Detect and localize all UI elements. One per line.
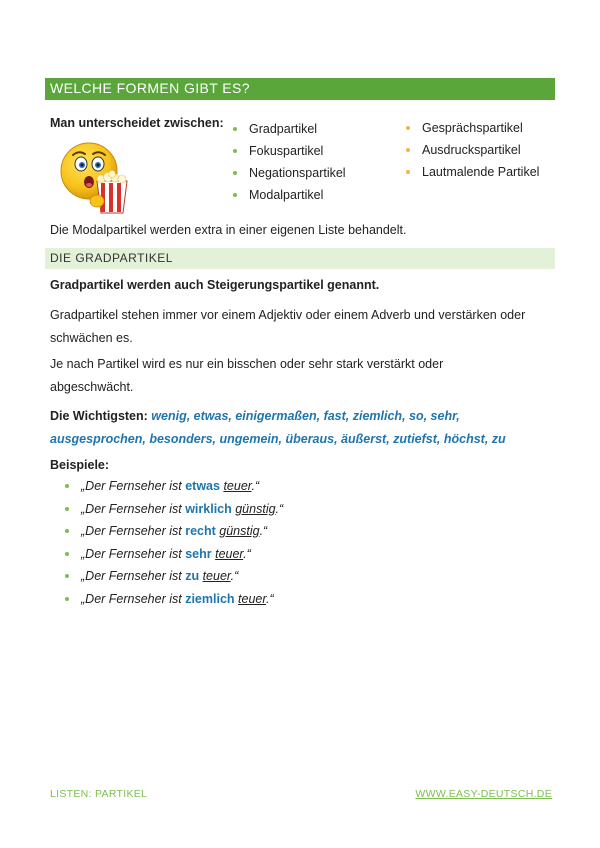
example-item: „Der Fernseher ist zu teuer.“ <box>62 568 283 591</box>
important-particles <box>50 405 555 451</box>
footer-website-link[interactable]: WWW.EASY-DEUTSCH.DE <box>415 788 552 800</box>
footer-list-name: LISTEN: PARTIKEL <box>50 788 148 800</box>
paragraph-2: Je nach Partikel wird es nur ein bisschen oder sehr stark verstärkt oder abgeschwächt. <box>50 357 444 394</box>
paragraph-1: Gradpartikel stehen immer vor einem Adjektiv oder einem Adverb und verstärken oder schwächen es. <box>50 308 526 345</box>
list-item: Modalpartikel <box>230 187 346 209</box>
subsection-header-bar <box>45 248 555 269</box>
example-item: „Der Fernseher ist sehr teuer.“ <box>62 546 283 569</box>
intro-note: Die Modalpartikel werden extra in einer eigenen Liste behandelt. <box>50 223 407 237</box>
lead-sentence: Gradpartikel werden auch Steigerungspartikel genannt. <box>50 278 380 292</box>
particle-types-list-1 <box>230 121 346 209</box>
list-item: Fokuspartikel <box>230 143 346 165</box>
list-item: Negationspartikel <box>230 165 346 187</box>
list-item: Lautmalende Partikel <box>403 164 539 186</box>
intro-label: Man unterscheidet zwischen: <box>50 116 224 130</box>
important-label: Die Wichtigsten: <box>50 409 148 423</box>
example-item: „Der Fernseher ist ziemlich teuer.“ <box>62 591 283 614</box>
section-header-title: WELCHE FORMEN GIBT ES? <box>50 80 250 96</box>
examples-list <box>62 478 283 613</box>
list-item: Gesprächspartikel <box>403 120 539 142</box>
important-list: wenig, etwas, einigermaßen, fast, ziemlich, so, sehr, ausgesprochen, besonders, ungemein, überaus, äußerst, zutiefst, höchst, zu <box>50 409 506 446</box>
popcorn-emoji-icon <box>57 137 137 217</box>
example-item: „Der Fernseher ist recht günstig.“ <box>62 523 283 546</box>
list-item: Ausdruckspartikel <box>403 142 539 164</box>
example-item: „Der Fernseher ist etwas teuer.“ <box>62 478 283 501</box>
examples-label: Beispiele: <box>50 458 110 472</box>
section-header-bar <box>45 78 555 100</box>
subsection-title: DIE GRADPARTIKEL <box>50 251 173 265</box>
list-item: Gradpartikel <box>230 121 346 143</box>
particle-types-list-2 <box>403 120 539 186</box>
example-item: „Der Fernseher ist wirklich günstig.“ <box>62 501 283 524</box>
